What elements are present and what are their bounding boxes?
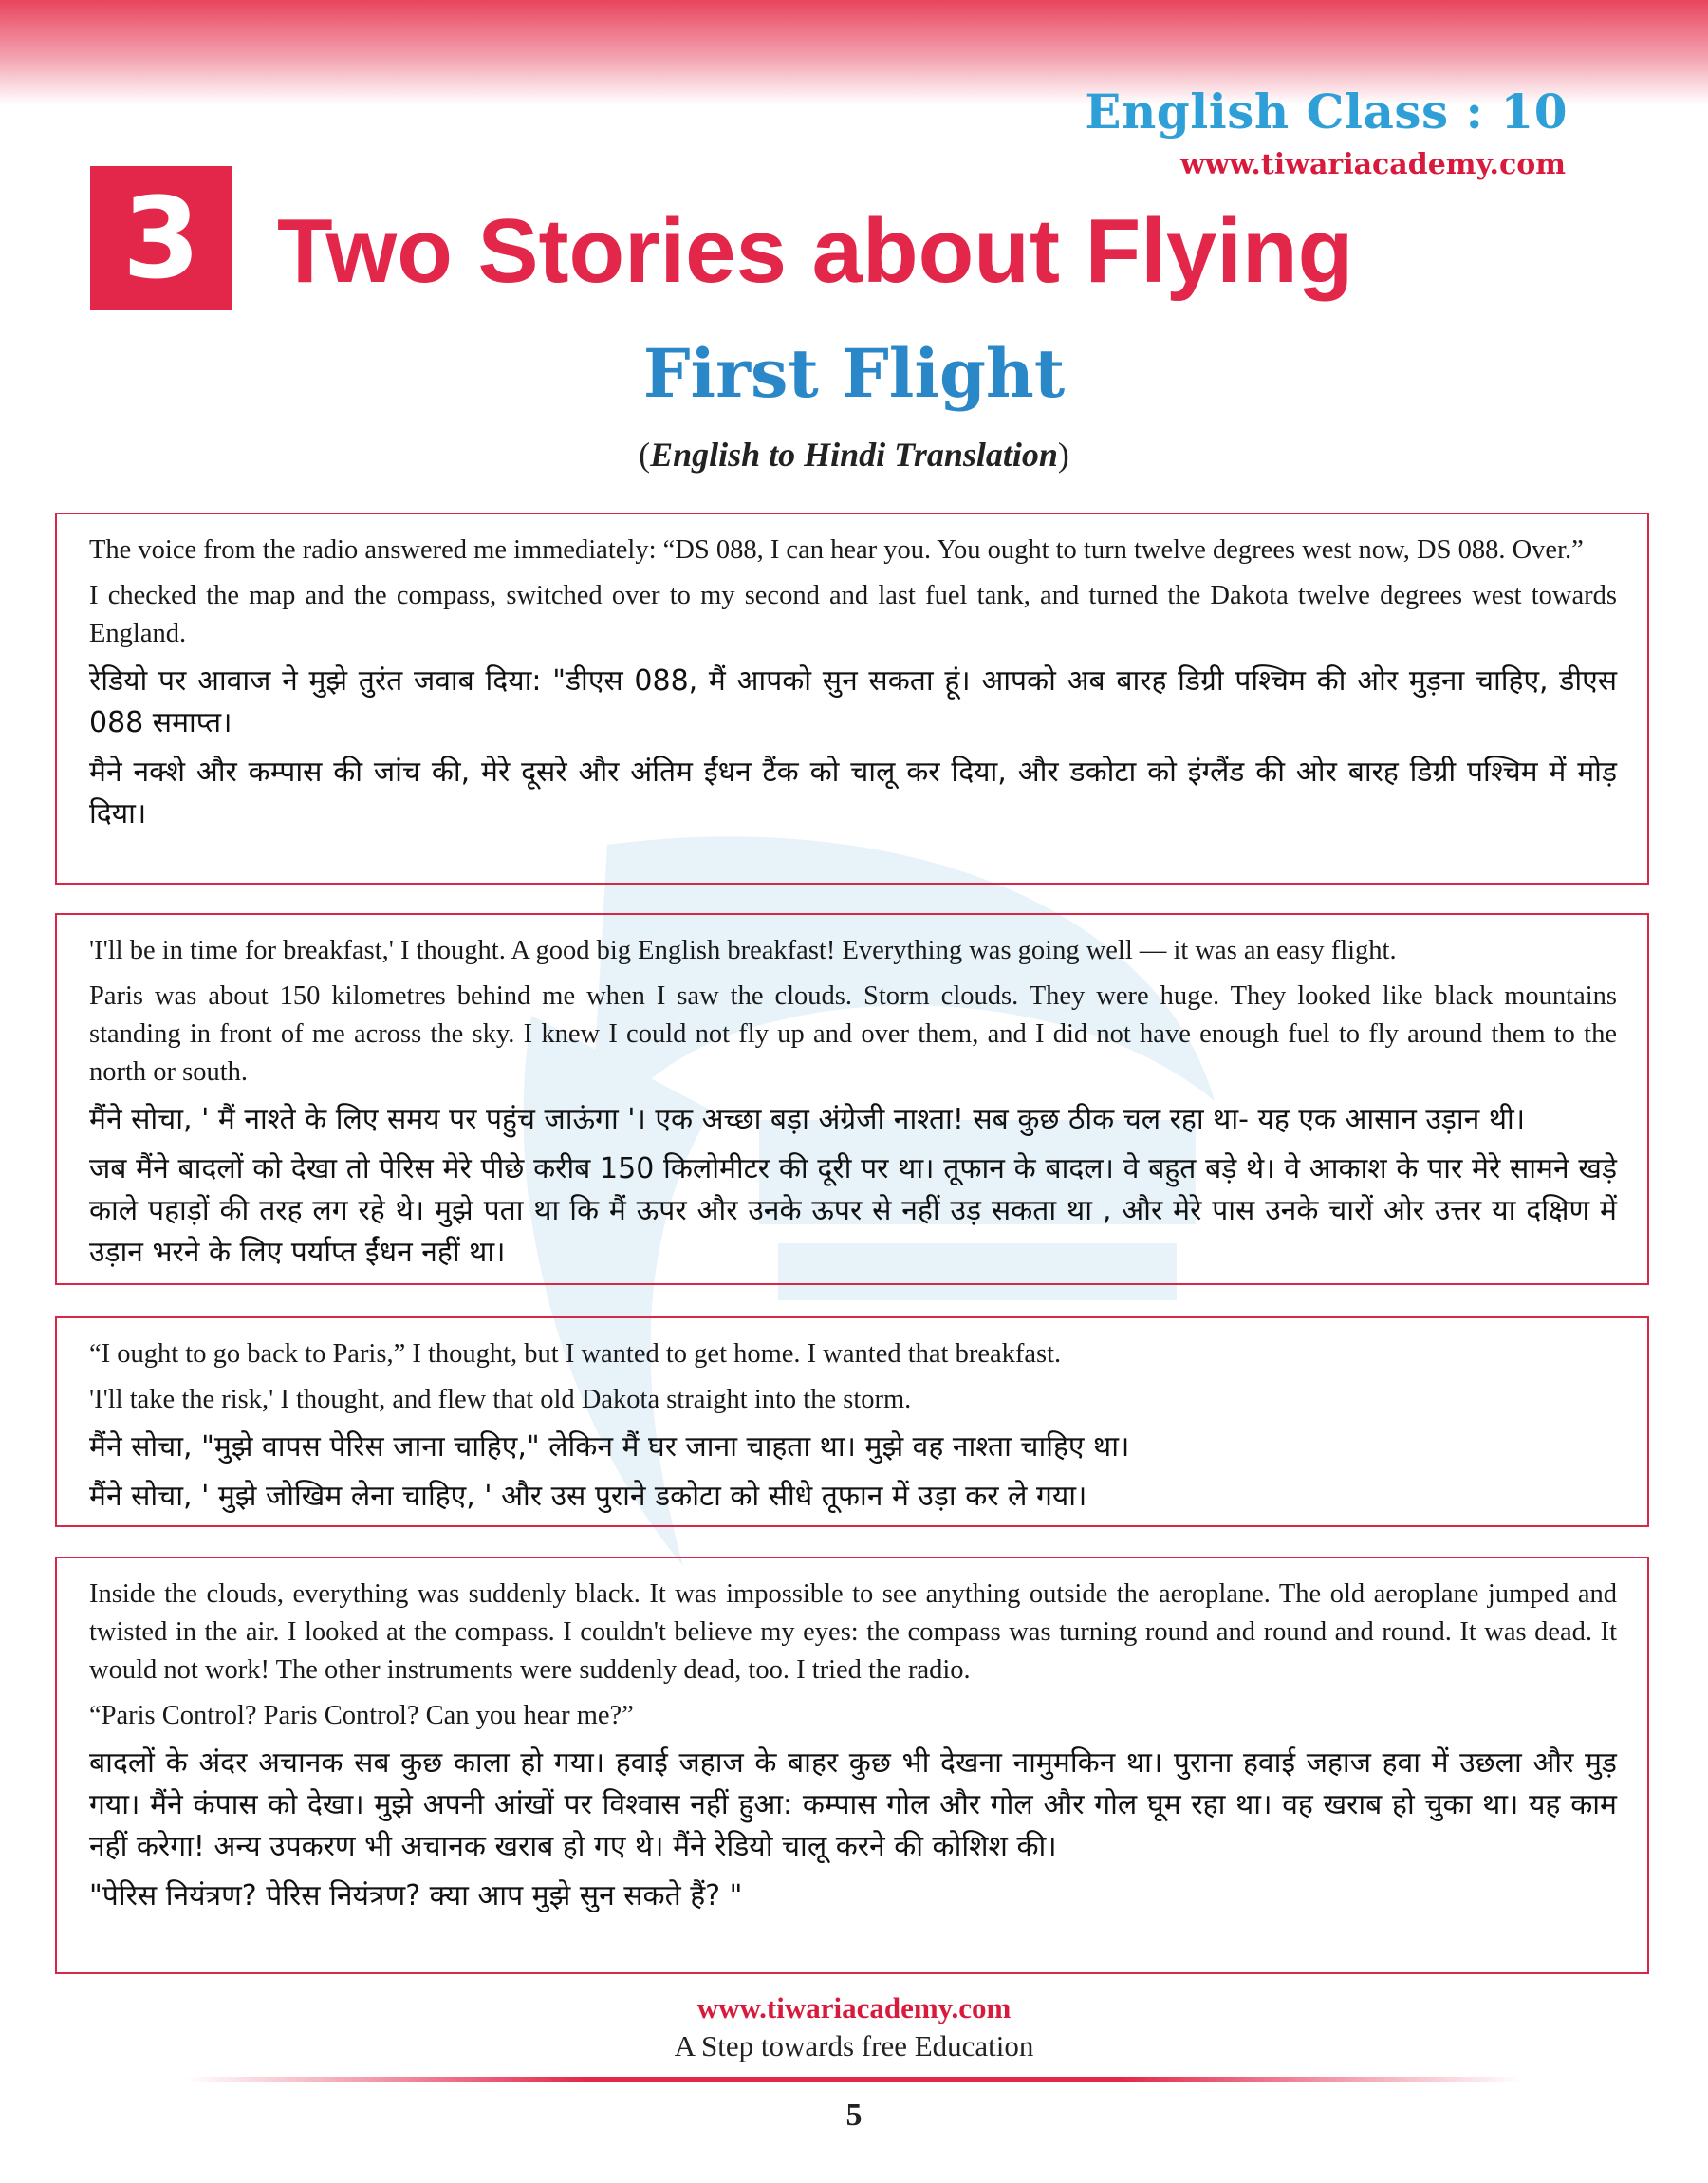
class-label: English Class : 10 [1085, 84, 1568, 140]
footer-site-url[interactable]: www.tiwariacademy.com [696, 1991, 1012, 2024]
hindi-paragraph: "पेरिस नियंत्रण? पेरिस नियंत्रण? क्या आप मुझे सुन सकते हैं? " [89, 1879, 743, 1912]
footer-tagline: A Step towards free Education [674, 2029, 1034, 2062]
translation-section-1 [55, 513, 1649, 885]
english-paragraph: The voice from the radio answered me immediately: “DS 088, I can hear you. You ought to turn twelve degrees west now, DS 088. Over.” [89, 535, 1584, 565]
hindi-paragraph: जब मैंने बादलों को देखा तो पेरिस मेरे पीछे करीब 150 किलोमीटर की दूरी पर था। तूफान के बादल। वे बहुत बड़े थे। वे आकाश के पार मेरे सामने खड़े काले पहाड़ों की तरह लग रहे थे। मुझे पता था कि मैं ऊपर और उनके ऊपर से नहीं उड़ सकता था , और मेरे पास उनके चारों ओर उत्तर या दक्षिण में उड़ान भरने के लिए पर्याप्त ईंधन नहीं था। [89, 1152, 1617, 1269]
hindi-paragraph: मैने नक्शे और कम्पास की जांच की, मेरे दूसरे और अंतिम ईंधन टैंक को चालू कर दिया, और डकोटा को इंग्लैंड की ओर बारह डिग्री पश्चिम में मोड़ दिया। [89, 756, 1617, 830]
chapter-number-badge: 3 [90, 166, 232, 310]
english-paragraph: 'I'll be in time for breakfast,' I thought. A good big English breakfast! Everything was going well — it was an easy flight. [89, 936, 1397, 965]
header-site-url[interactable]: www.tiwariacademy.com [1179, 148, 1566, 181]
english-paragraph: Inside the clouds, everything was suddenly black. It was impossible to see anything outside the aeroplane. The old aeroplane jumped and twisted in the air. I looked at the compass. I couldn't believe my eyes: the compass was turning round and round and round. It was dead. It would not work! The other instruments were suddenly dead, too. I tried the radio. [89, 1579, 1617, 1685]
translation-section-2 [55, 913, 1649, 1285]
hindi-paragraph: मैंने सोचा, "मुझे वापस पेरिस जाना चाहिए," लेकिन मैं घर जाना चाहता था। मुझे वह नाश्ता चाहिए था। [89, 1430, 1130, 1464]
translation-section-3 [55, 1316, 1649, 1527]
english-paragraph: I checked the map and the compass, switched over to my second and last fuel tank, and turned the Dakota twelve degrees west towards England. [89, 581, 1617, 648]
page-number: 5 [845, 2098, 863, 2133]
hindi-paragraph: मैंने सोचा, ' मुझे जोखिम लेना चाहिए, ' और उस पुराने डकोटा को सीधे तूफान में उड़ा कर ले गया। [89, 1480, 1087, 1513]
subtitle-open-paren: ( [639, 436, 651, 474]
footer-divider [185, 2077, 1523, 2082]
hindi-paragraph: बादलों के अंदर अचानक सब कुछ काला हो गया। हवाई जहाज के बाहर कुछ भी देखना नामुमकिन था। पुराना हवाई जहाज हवा में उछला और मुड़ गया। मैंने कंपास को देखा। मुझे अपनी आंखों पर विश्वास नहीं हुआ: कम्पास गोल और गोल और गोल घूम रहा था। वह खराब हो चुका था। यह काम नहीं करेगा! अन्य उपकरण भी अचानक खराब हो गए थे। मैंने रेडियो चालू करने की कोशिश की। [89, 1746, 1617, 1863]
subtitle-close-paren: ) [1057, 436, 1069, 474]
hindi-paragraph: मैंने सोचा, ' मैं नाश्ते के लिए समय पर पहुंच जाऊंगा '। एक अच्छा बड़ा अंग्रेजी नाश्ता! सब कुछ ठीक चल रहा था- यह एक आसान उड़ान थी। [89, 1103, 1526, 1136]
chapter-title: Two Stories about Flying [277, 200, 1354, 302]
english-paragraph: “I ought to go back to Paris,” I thought, but I wanted to get home. I wanted that breakfast. [89, 1339, 1062, 1369]
english-paragraph: Paris was about 150 kilometres behind me when I saw the clouds. Storm clouds. They were huge. They looked like black mountains standing in front of me across the sky. I knew I could not fly up and over them, and I did not have enough fuel to fly around them to the north or south. [89, 981, 1617, 1087]
english-paragraph: 'I'll take the risk,' I thought, and flew that old Dakota straight into the storm. [89, 1385, 912, 1414]
subtitle [0, 435, 1708, 475]
subtitle-text: English to Hindi Translation [650, 436, 1058, 474]
hindi-paragraph: रेडियो पर आवाज ने मुझे तुरंत जवाब दिया: "डीएस 088, मैं आपको सुन सकता हूं। आपको अब बारह डिग्री पश्चिम की ओर मुड़ना चाहिए, डीएस 088 समाप्त। [89, 664, 1617, 739]
translation-section-4 [55, 1557, 1649, 1974]
book-title: First Flight [642, 334, 1066, 413]
english-paragraph: “Paris Control? Paris Control? Can you hear me?” [89, 1701, 634, 1730]
